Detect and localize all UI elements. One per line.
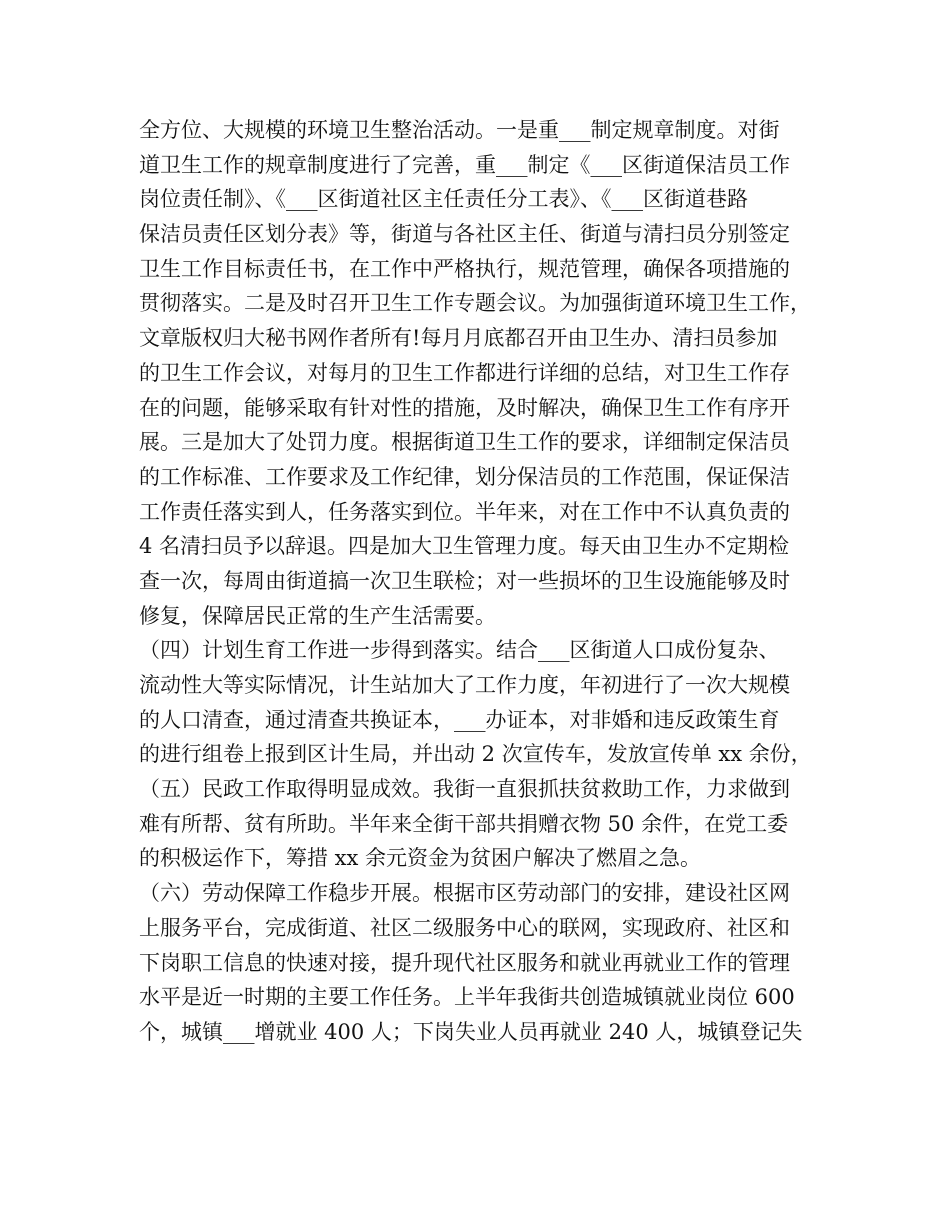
text-line: 道卫生工作的规章制度进行了完善，重___制定《___区街道保洁员工作	[139, 152, 790, 177]
text-line: 展。三是加大了处罚力度。根据街道卫生工作的要求，详细制定保洁员	[139, 430, 790, 455]
text-line: 流动性大等实际情况，计生站加大了工作力度，年初进行了一次大规模	[139, 673, 790, 697]
text-line: 修复，保障居民正常的生产生活需要。	[139, 603, 496, 628]
text-line: 上服务平台，完成街道、社区二级服务中心的联网，实现政府、社区和	[139, 915, 790, 940]
text-line: 保洁员责任区划分表》等，街道与各社区主任、街道与清扫员分别签定	[139, 222, 790, 247]
text-line: 下岗职工信息的快速对接，提升现代社区服务和就业再就业工作的管理	[139, 950, 790, 975]
text-line: 文章版权归大秘书网作者所有!每月月底都召开由卫生办、清扫员参加	[139, 326, 778, 351]
text-line: 查一次，每周由街道搞一次卫生联检；对一些损坏的卫生设施能够及时	[139, 568, 790, 593]
text-line: 在的问题，能够采取有针对性的措施，及时解决，确保卫生工作有序开	[139, 395, 790, 420]
text-line: 岗位责任制》、《___区街道社区主任责任分工表》、《___区街道巷路	[139, 187, 748, 212]
text-line: 的工作标准、工作要求及工作纪律，划分保洁员的工作范围，保证保洁	[139, 464, 790, 489]
body-text	[139, 113, 839, 1050]
text-line: （六）劳动保障工作稳步开展。根据市区劳动部门的安排，建设社区网	[139, 881, 790, 906]
text-line: 难有所帮、贫有所助。半年来全街干部共捐赠衣物 50 余件，在党工委	[139, 811, 789, 836]
text-line: 水平是近一时期的主要工作任务。上半年我街共创造城镇就业岗位 600	[139, 985, 795, 1010]
text-line: （四）计划生育工作进一步得到落实。结合___区街道人口成份复杂、	[139, 638, 780, 663]
text-line: 的积极运作下，筹措 xx 余元资金为贫困户解决了燃眉之急。	[139, 846, 702, 871]
text-line: 4 名清扫员予以辞退。四是加大卫生管理力度。每天由卫生办不定期检	[139, 534, 790, 559]
text-line: 的卫生工作会议，对每月的卫生工作都进行详细的总结，对卫生工作存	[139, 360, 790, 385]
text-line: 贯彻落实。二是及时召开卫生工作专题会议。为加强街道环境卫生工作，	[139, 291, 811, 316]
text-line: 卫生工作目标责任书，在工作中严格执行，规范管理，确保各项措施的	[139, 256, 790, 281]
text-line: 工作责任落实到人，任务落实到位。半年来，对在工作中不认真负责的	[139, 499, 790, 524]
text-line: 的进行组卷上报到区计生局，并出动 2 次宣传车，发放宣传单 xx 余份，	[139, 742, 812, 767]
text-line: 个，城镇___增就业 400 人；下岗失业人员再就业 240 人，城镇登记失	[139, 1019, 803, 1044]
text-line: 的人口清查，通过清查共换证本，___办证本，对非婚和违反政策生育	[139, 707, 780, 732]
text-line: 全方位、大规模的环境卫生整治活动。一是重___制定规章制度。对街	[139, 118, 780, 142]
text-line: （五）民政工作取得明显成效。我街一直狠抓扶贫救助工作，力求做到	[139, 777, 790, 802]
